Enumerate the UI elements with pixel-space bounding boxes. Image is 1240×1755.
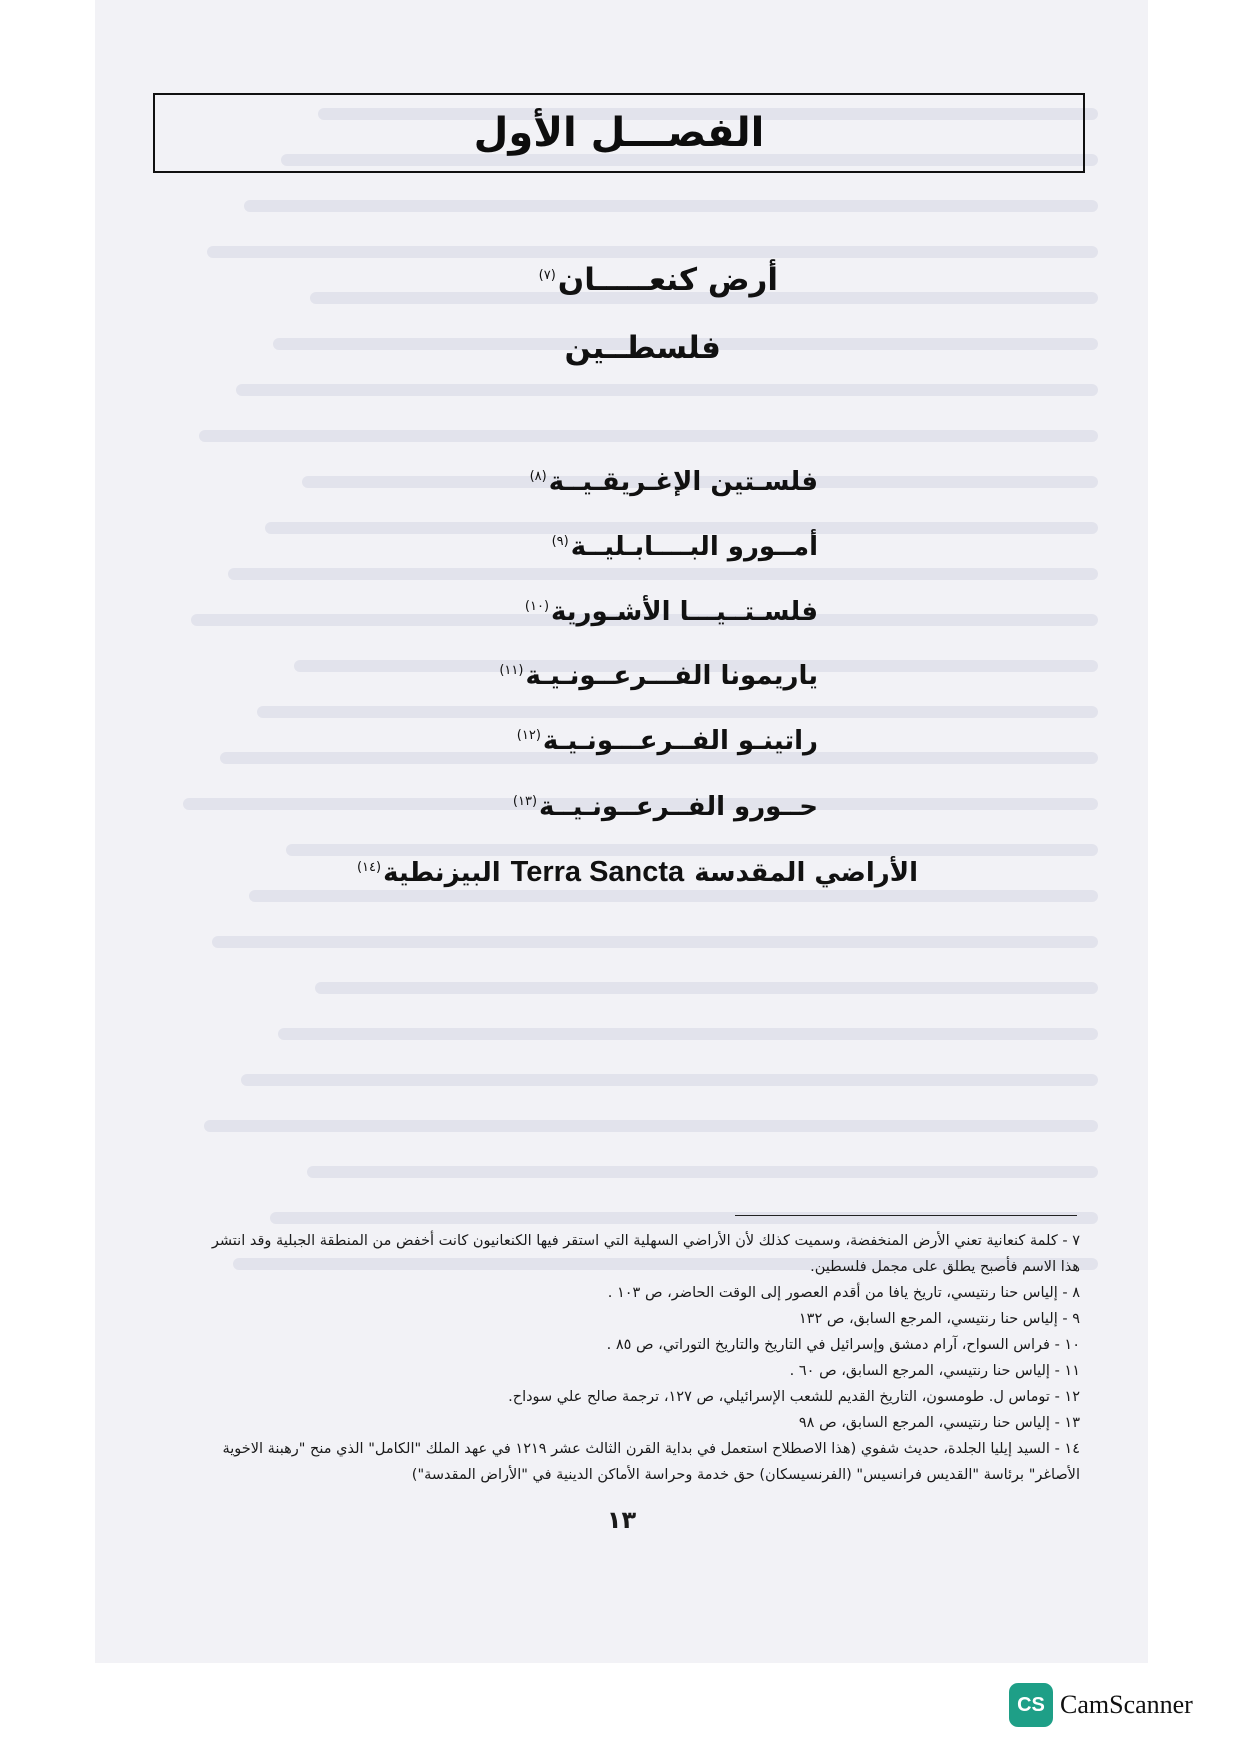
footnote-13: ١٣ - إلياس حنا رنتيسي، المرجع السابق، ص ٩٨ bbox=[798, 1415, 1080, 1431]
name-line-assyrian bbox=[525, 597, 818, 627]
name-line-ratinu bbox=[517, 726, 818, 756]
name-line-canaan bbox=[539, 262, 778, 298]
camscanner-watermark: CamScanner bbox=[1060, 1690, 1193, 1719]
name-text: فلسـتين الإغـريقـيــة bbox=[548, 467, 818, 497]
footnote-9: ٩ - إلياس حنا رنتيسي، المرجع السابق، ص ١٣٢ bbox=[798, 1311, 1080, 1327]
page-number: ١٣ bbox=[606, 1506, 637, 1534]
name-text: فلسـتــيـــا الأشـورية bbox=[551, 597, 818, 627]
show-through-line bbox=[207, 246, 1098, 258]
footnote-marker: (٨) bbox=[529, 469, 547, 485]
name-line-babylonian bbox=[552, 532, 818, 562]
name-line-terra-sancta bbox=[357, 856, 918, 889]
footnote-12: ١٢ - توماس ل. طومسون، التاريخ القديم للشعب الإسرائيلي، ص ١٢٧، ترجمة صالح علي سوداح. bbox=[508, 1389, 1080, 1405]
name-line-greek bbox=[530, 467, 818, 497]
show-through-line bbox=[257, 706, 1098, 718]
show-through-line bbox=[315, 982, 1098, 994]
holy-land-latin: Terra Sancta bbox=[510, 856, 685, 888]
footnote-8: ٨ - إلياس حنا رنتيسي، تاريخ يافا من أقدم العصور إلى الوقت الحاضر، ص ١٠٣ . bbox=[607, 1285, 1080, 1301]
footnote-marker: (٧) bbox=[538, 267, 556, 283]
show-through-line bbox=[307, 1166, 1098, 1178]
footnote-7: ٧ - كلمة كنعانية تعني الأرض المنخفضة، وسميت كذلك لأن الأراضي السهلية التي استقر فيها الكنعانيون كانت أخفض من المنطقة الجبلية وقد انتشر هذا الاسم فأصبح يطلق على مجمل فلسطين. bbox=[211, 1233, 1080, 1275]
name-text: راتينـو الفــرعـــونـيـة bbox=[542, 726, 818, 756]
chapter-title: الفصـــل الأول bbox=[473, 110, 765, 156]
footnote-10: ١٠ - فراس السواح، آرام دمشق وإسرائيل في التاريخ والتاريخ التوراتي، ص ٨٥ . bbox=[606, 1337, 1080, 1353]
footnote-marker: (١٣) bbox=[512, 794, 538, 810]
name-text: فلسطــين bbox=[564, 330, 721, 366]
holy-land-suffix: البيزنطية bbox=[383, 858, 501, 888]
show-through-line bbox=[286, 844, 1098, 856]
chapter-title-box bbox=[153, 93, 1085, 173]
name-text: أرض كنعـــــان bbox=[557, 262, 778, 298]
footnote-marker: (١٤) bbox=[356, 860, 382, 876]
footnote-marker: (١٢) bbox=[516, 728, 541, 744]
footnote-marker: (١٠) bbox=[524, 599, 550, 615]
name-line-yarimuna bbox=[499, 661, 818, 691]
show-through-line bbox=[244, 200, 1098, 212]
footnote-14: ١٤ - السيد إيليا الجلدة، حديث شفوي (هذا الاصطلاح استعمل في بداية القرن الثالث عشر ١٢١٩ في عهد الملك "الكامل" الذي منح "رهبنة الاخوية الأصاغر" برئاسة "القديس فرانسيس" (الفرنسيسكان) حق خدمة وحراسة الأماكن الدينية في "الأراض المقدسة") bbox=[222, 1441, 1080, 1483]
name-text: أمــورو البــــابـليــة bbox=[570, 532, 818, 562]
footnote-marker: (٩) bbox=[551, 534, 569, 550]
show-through-line bbox=[270, 1212, 1098, 1224]
footnote-rule bbox=[735, 1215, 1077, 1216]
footnote-marker: (١١) bbox=[499, 663, 524, 679]
name-text: ياريمونا الفـــرعــونـيـة bbox=[525, 661, 818, 691]
footnotes bbox=[190, 1228, 1080, 1488]
show-through-line bbox=[228, 568, 1098, 580]
show-through-line bbox=[204, 1120, 1098, 1132]
show-through-line bbox=[212, 936, 1098, 948]
name-line-palestine bbox=[565, 330, 721, 366]
name-line-horu bbox=[513, 792, 818, 822]
camscanner-logo-icon: CS bbox=[1009, 1683, 1053, 1727]
scanned-page bbox=[95, 0, 1148, 1663]
show-through-line bbox=[241, 1074, 1098, 1086]
holy-land-prefix: الأراضي المقدسة bbox=[694, 858, 918, 888]
name-text: حــورو الفــرعــونـيــة bbox=[539, 792, 818, 822]
show-through-line bbox=[249, 890, 1098, 902]
show-through-line bbox=[278, 1028, 1098, 1040]
footnote-11: ١١ - إلياس حنا رنتيسي، المرجع السابق، ص ٦٠ . bbox=[789, 1363, 1080, 1379]
show-through-line bbox=[199, 430, 1098, 442]
show-through-line bbox=[236, 384, 1098, 396]
